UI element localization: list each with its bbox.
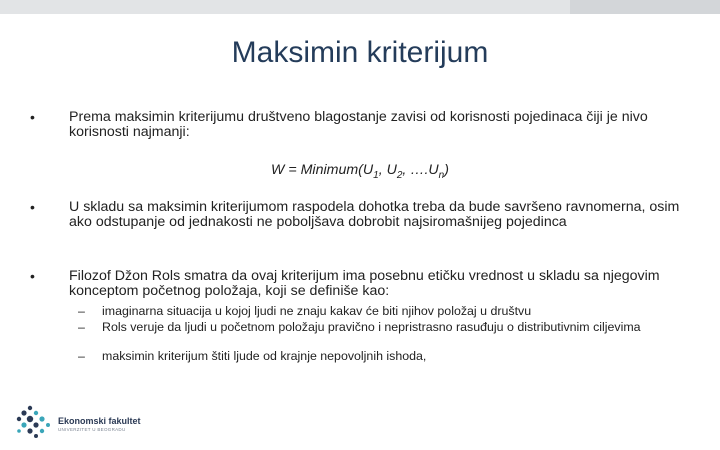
sub-item-text: imaginarna situacija u kojoj ljudi ne znaju kakav će biti njihov položaj u društvu — [102, 304, 532, 318]
logo-name: Ekonomski fakultet — [58, 416, 141, 426]
logo-dot — [28, 406, 32, 410]
formula-sub-2: 2 — [396, 169, 403, 181]
bullet-text: Prema maksimin kriterijumu društveno blagostanje zavisi od korisnosti pojedinaca čiji je nivo korisnosti najmanji: — [69, 109, 648, 140]
formula-suffix: ) — [444, 162, 449, 178]
top-decorative-bar — [0, 0, 720, 14]
bullet-text: Filozof Džon Rols smatra da ovaj kriterijum ima posebnu etičku vrednost u skladu sa njegovim konceptom početnog položaja, koji se definiše kao: — [69, 268, 660, 299]
logo-dot — [40, 429, 44, 433]
logo-dot — [21, 410, 26, 415]
logo-dot — [34, 434, 38, 438]
logo-dot — [34, 411, 38, 415]
sub-item-marker: – — [78, 304, 85, 318]
logo-dot — [39, 416, 44, 421]
sub-item-text: Rols veruje da ljudi u početnom položaju pravično i nepristrasno rasuđuju o distributivnim ciljevima — [102, 320, 641, 334]
logo-dot — [17, 429, 21, 433]
slide-title: Maksimin kriterijum — [231, 36, 489, 69]
formula-sep-1: , U — [378, 162, 397, 178]
sub-item-text: maksimin kriterijum štiti ljude od krajnje nepovoljnih ishoda, — [102, 349, 427, 363]
logo-dot — [27, 416, 33, 422]
welfare-formula — [0, 162, 720, 181]
logo-dot — [46, 423, 50, 427]
bullet-marker: • — [30, 268, 35, 284]
formula-sub-n: n — [438, 169, 445, 181]
top-bar-accent — [570, 0, 720, 14]
bullet-marker: • — [30, 109, 35, 125]
logo-dot — [27, 428, 32, 433]
formula-prefix: W = Minimum(U — [271, 162, 374, 178]
formula-sub-1: 1 — [373, 169, 379, 181]
sub-item-marker: – — [78, 320, 85, 334]
logo-dot — [33, 422, 38, 427]
formula-sep-2: , ….U — [402, 162, 439, 178]
logo-subtitle: UNIVERZITET U BEOGRADU — [58, 427, 126, 432]
sub-item-marker: – — [78, 349, 85, 363]
bullet-text: U skladu sa maksimin kriterijumom raspodela dohotka treba da bude savršeno ravnomerna, osim ako odstupanje od jednakosti ne poboljšava dobrobit najsiromašnijeg pojedinca — [69, 199, 680, 230]
logo-dot — [17, 417, 21, 421]
logo-dot — [21, 422, 26, 427]
bullet-marker: • — [30, 199, 35, 215]
